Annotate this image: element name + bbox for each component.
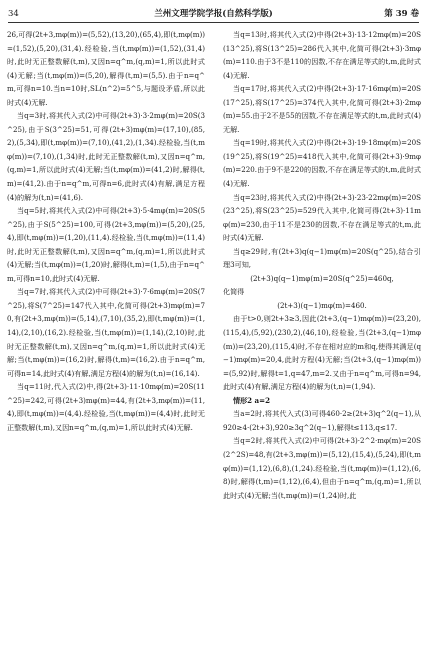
paragraph: 当q=11时,代入式(2)中,得(2t+3)·11·10mφ(m)=20S(11^25)=242,可得(2t+3)mφ(m)=44,有(2t+3,mφ(m))=(11,4),即(t,mφ(m))=(4,4).经检验,当(t,mφ(m))=(4,4)时,此时无正整数解(t,m),又因n=q^m,(q,m)=1,所以此时式(4)无解. — [7, 382, 205, 432]
paragraph: 当q≥29时,有(2t+3)q(q−1)mφ(m)=20S(q^25),结合引理3可知, — [223, 246, 421, 270]
paragraph: 当q=17时,将其代入式(2)中得(2t+3)·17·16mφ(m)=20S(17^25),将S(17^25)=374代入其中,化简可得(2t+3)·2mφ(m)=55.由于2不是55的因数,不存在满足等式的t,m,此时式(4)无解. — [223, 84, 421, 134]
paragraph: 当q=19时,将其代入式(2)中得(2t+3)·19·18mφ(m)=20S(19^25),将S(19^25)=418代入其中,化简可得(2t+3)·9mφ(m)=220.由于9不是220的因数,不存在满足等式的t,m,此时式(4)无解. — [223, 138, 421, 189]
paragraph: 当q=7时,将其代入式(2)中可得(2t+3)·7·6mφ(m)=20S(7^25),将S(7^25)=147代入其中,化简可得(2t+3)mφ(m)=70,有(2t+3,mφ(m))=(5,14),(7,10),(35,2),即(t,mφ(m))=(1,14),(2,10),(16,2).经检验,当(t,mφ(m))=(1,14),(2,10)时,此时无正整数解(t,m),又因n=q^m,(q,m)=1,所以此时式(4)无解;当(t,mφ(m))=(16,2)时,解得(t,m)=(16,2).由于n=q^m,可得n=14,此时式(4)有解,满足方程(4)的解为(t,n)=(16,14). — [7, 287, 205, 378]
display-equation: (2t+3)q(q−1)mφ(m)=20S(q^25)=460q, — [250, 273, 394, 283]
paragraph: 当q=5时,将其代入式(2)中可得(2t+3)·5·4mφ(m)=20S(5^25),由于S(5^25)=100,可得(2t+3,mφ(m))=(5,20),(25,4),即(t,mφ(m))=(1,20),(11,4).经检验,当(t,mφ(m))=(11,4)时,此时无正整数解(t,m),又因n=q^m,(q,m)=1,所以此时式(4)无解;当(t,mφ(m))=(1,20)时,解得(t,m)=(1,5),由于n=q^m,可得n=10,此时式(4)无解. — [7, 206, 205, 283]
paragraph: 由于t>0,则2t+3≥3,因此(2t+3,(q−1)mφ(m))=(23,20),(115,4),(5,92),(230,2),(46,10),经检验,当(2t+3,(q−1)mφ(m))=(23,20),(115,4)时,不存在相对应的m和q,使得其满足(q−1)mφ(m)=20,4,此时方程(4)无解;当(2t+3,(q−1)mφ(m))=(5,92)时,解得t=1,q=47,m=2.又由于n=q^m,可得n=94,此时式(4)有解,满足方程(4)的解为(t,n)=(1,94). — [223, 314, 421, 392]
paragraph: 当q=2时,将其代入式(2)中可得(2t+3)·2^2·mφ(m)=20S(2^2S)=48,有(2t+3,mφ(m))=(5,12),(15,4),(5,24),即(t,mφ(m))=(1,12),(6,8),(1,24).经检验,当(t,mφ(m))=(1,12),(6,8)时,解得(t,m)=(1,12),(6,4),但由于n=q^m,(q,m)=1,所以此时式(4)无解;当(t,mφ(m))=(1,24)时,此 — [223, 436, 421, 500]
paragraph: 当q=13时,将其代入式(2)中得(2t+3)·13·12mφ(m)=20S(13^25),将S(13^25)=286代入其中,化简可得(2t+3)·3mφ(m)=110.由于3不是110的因数,不存在满足等式的t,m,此时式(4)无解. — [223, 30, 421, 80]
page-number: 34 — [8, 9, 19, 19]
paragraph: 26,可得(2t+3,mφ(m))=(5,52),(13,20),(65,4),即(t,mφ(m))=(1,52),(5,20),(31,4).经检验,当(t,mφ(m))=(1,52),(31,4)时,此时无正整数解(t,m),又因n=q^m,(q,m)=1,所以此时式(4)无解;当(t,mφ(m))=(5,20),解得(t,m)=(5,5).由于n=q^m,可得n=10.当n=10时,SL(n^2)=5^5,与题设矛盾,所以此时式(4)无解. — [7, 30, 205, 107]
right-column — [223, 28, 421, 502]
running-header — [8, 6, 419, 23]
paragraph: 化简得 — [223, 287, 245, 297]
left-column — [7, 28, 205, 434]
paragraph: 当a=2时,将其代入式(3)可得460·2≥(2t+3)q^2(q−1),从920≥4·(2t+3),920≥3q^2(q−1),解得t≤113,q≤17. — [223, 409, 421, 432]
display-equation: (2t+3)(q−1)mφ(m)=460. — [277, 300, 367, 310]
volume-label: 第 39 卷 — [384, 9, 419, 19]
paragraph: 当q=23时,将其代入式(2)中得(2t+3)·23·22mφ(m)=20S(23^25),将S(23^25)=529代入其中,化简可得(2t+3)·11mφ(m)=230,由于11不是230的因数,不存在满足等式的t,m,此时式(4)无解. — [223, 192, 421, 243]
journal-title: 兰州文理学院学报(自然科学版) — [154, 9, 273, 19]
paragraph: 当q=3时,将其代入式(2)中可得(2t+3)·3·2mφ(m)=20S(3^25),由于S(3^25)=51,可得(2t+3)mφ(m)=(17,10),(85,2),(5,34),即(t,mφ(m))=(7,10),(41,2),(1,34).经检验,当(t,mφ(m))=(7,10),(1,34)时,此时无正整数解(t,m),又因n=q^m,(q,m)=1,所以此时式(4)无解;当(t,mφ(m))=(41,2)时,解得(t,m)=(41,2).由于n=q^m,可得n=6,此时式(4)有解,满足方程(4)的解为(t,n)=(41,6). — [7, 111, 205, 202]
section-heading: 情形2 a=2 — [232, 395, 271, 405]
